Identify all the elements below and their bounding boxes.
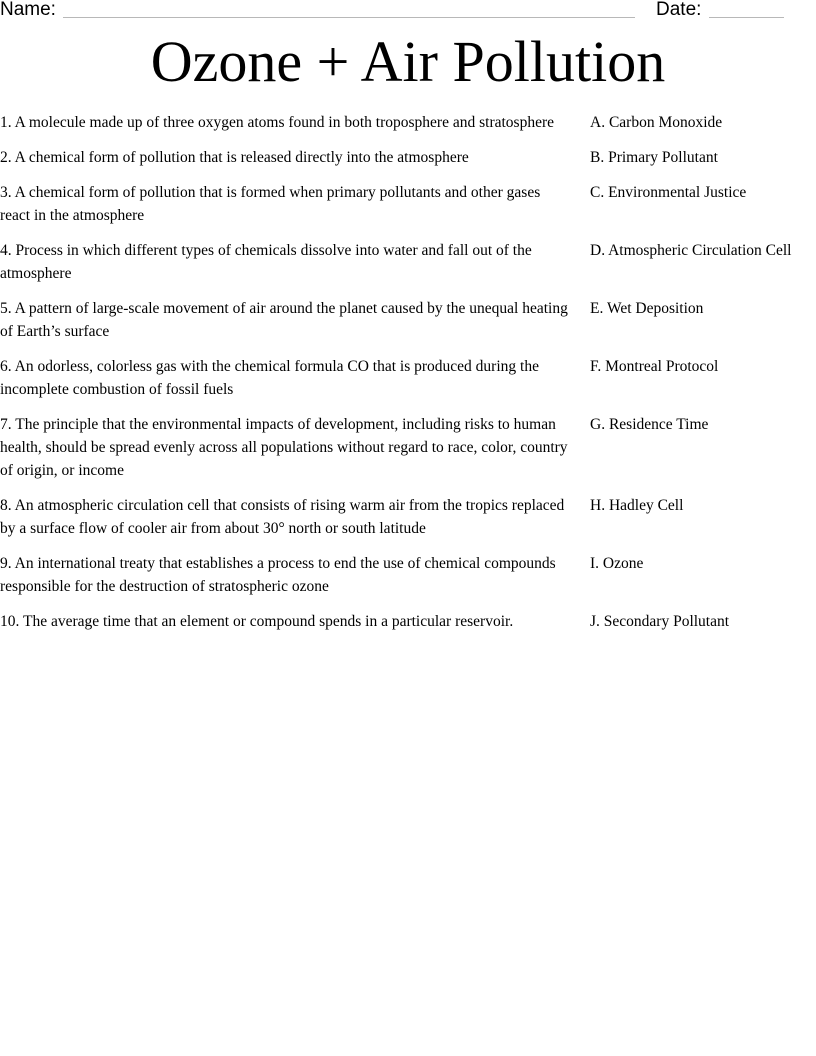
- question-text: 4. Process in which different types of chemicals dissolve into water and fall out of the atmosphere: [0, 242, 532, 282]
- matching-row: [0, 111, 816, 134]
- matching-row: [0, 413, 816, 482]
- header-row: [0, 0, 816, 24]
- answer-option: D. Atmospheric Circulation Cell: [590, 242, 792, 259]
- answer-option: B. Primary Pollutant: [590, 149, 718, 166]
- matching-list: [0, 111, 816, 645]
- answer-option: F. Montreal Protocol: [590, 358, 719, 375]
- question-text: 3. A chemical form of pollution that is formed when primary pollutants and other gases react in the atmosphere: [0, 184, 541, 224]
- answer-option: H. Hadley Cell: [590, 497, 684, 514]
- answer-option: A. Carbon Monoxide: [590, 114, 723, 131]
- question-text: 5. A pattern of large-scale movement of air around the planet caused by the unequal heating of Earth’s surface: [0, 300, 568, 340]
- matching-row: [0, 239, 816, 285]
- matching-row: [0, 494, 816, 540]
- date-blank-line[interactable]: [709, 17, 784, 18]
- answer-option: I. Ozone: [590, 555, 644, 572]
- question-text: 1. A molecule made up of three oxygen atoms found in both troposphere and stratosphere: [0, 114, 554, 131]
- matching-row: [0, 355, 816, 401]
- answer-option: C. Environmental Justice: [590, 184, 747, 201]
- answer-option: G. Residence Time: [590, 416, 709, 433]
- matching-row: [0, 297, 816, 343]
- answer-option: E. Wet Deposition: [590, 300, 704, 317]
- name-label: Name:: [0, 0, 56, 20]
- matching-row: [0, 146, 816, 169]
- question-text: 6. An odorless, colorless gas with the chemical formula CO that is produced during the incomplete combustion of fossil fuels: [0, 358, 539, 398]
- answer-option: J. Secondary Pollutant: [590, 613, 730, 630]
- question-text: 8. An atmospheric circulation cell that consists of rising warm air from the tropics replaced by a surface flow of cooler air from about 30° north or south latitude: [0, 497, 565, 537]
- question-text: 10. The average time that an element or compound spends in a particular reservoir.: [0, 613, 514, 630]
- page-title: Ozone + Air Pollution: [150, 29, 666, 94]
- name-blank-line[interactable]: [63, 17, 635, 18]
- question-text: 7. The principle that the environmental impacts of development, including risks to human health, should be spread evenly across all populations without regard to race, color, country of origin, or income: [0, 416, 568, 479]
- question-text: 2. A chemical form of pollution that is released directly into the atmosphere: [0, 149, 469, 166]
- question-text: 9. An international treaty that establishes a process to end the use of chemical compounds responsible for the destruction of stratospheric ozone: [0, 555, 556, 595]
- matching-row: [0, 610, 816, 633]
- matching-row: [0, 181, 816, 227]
- matching-row: [0, 552, 816, 598]
- date-label: Date:: [656, 0, 702, 20]
